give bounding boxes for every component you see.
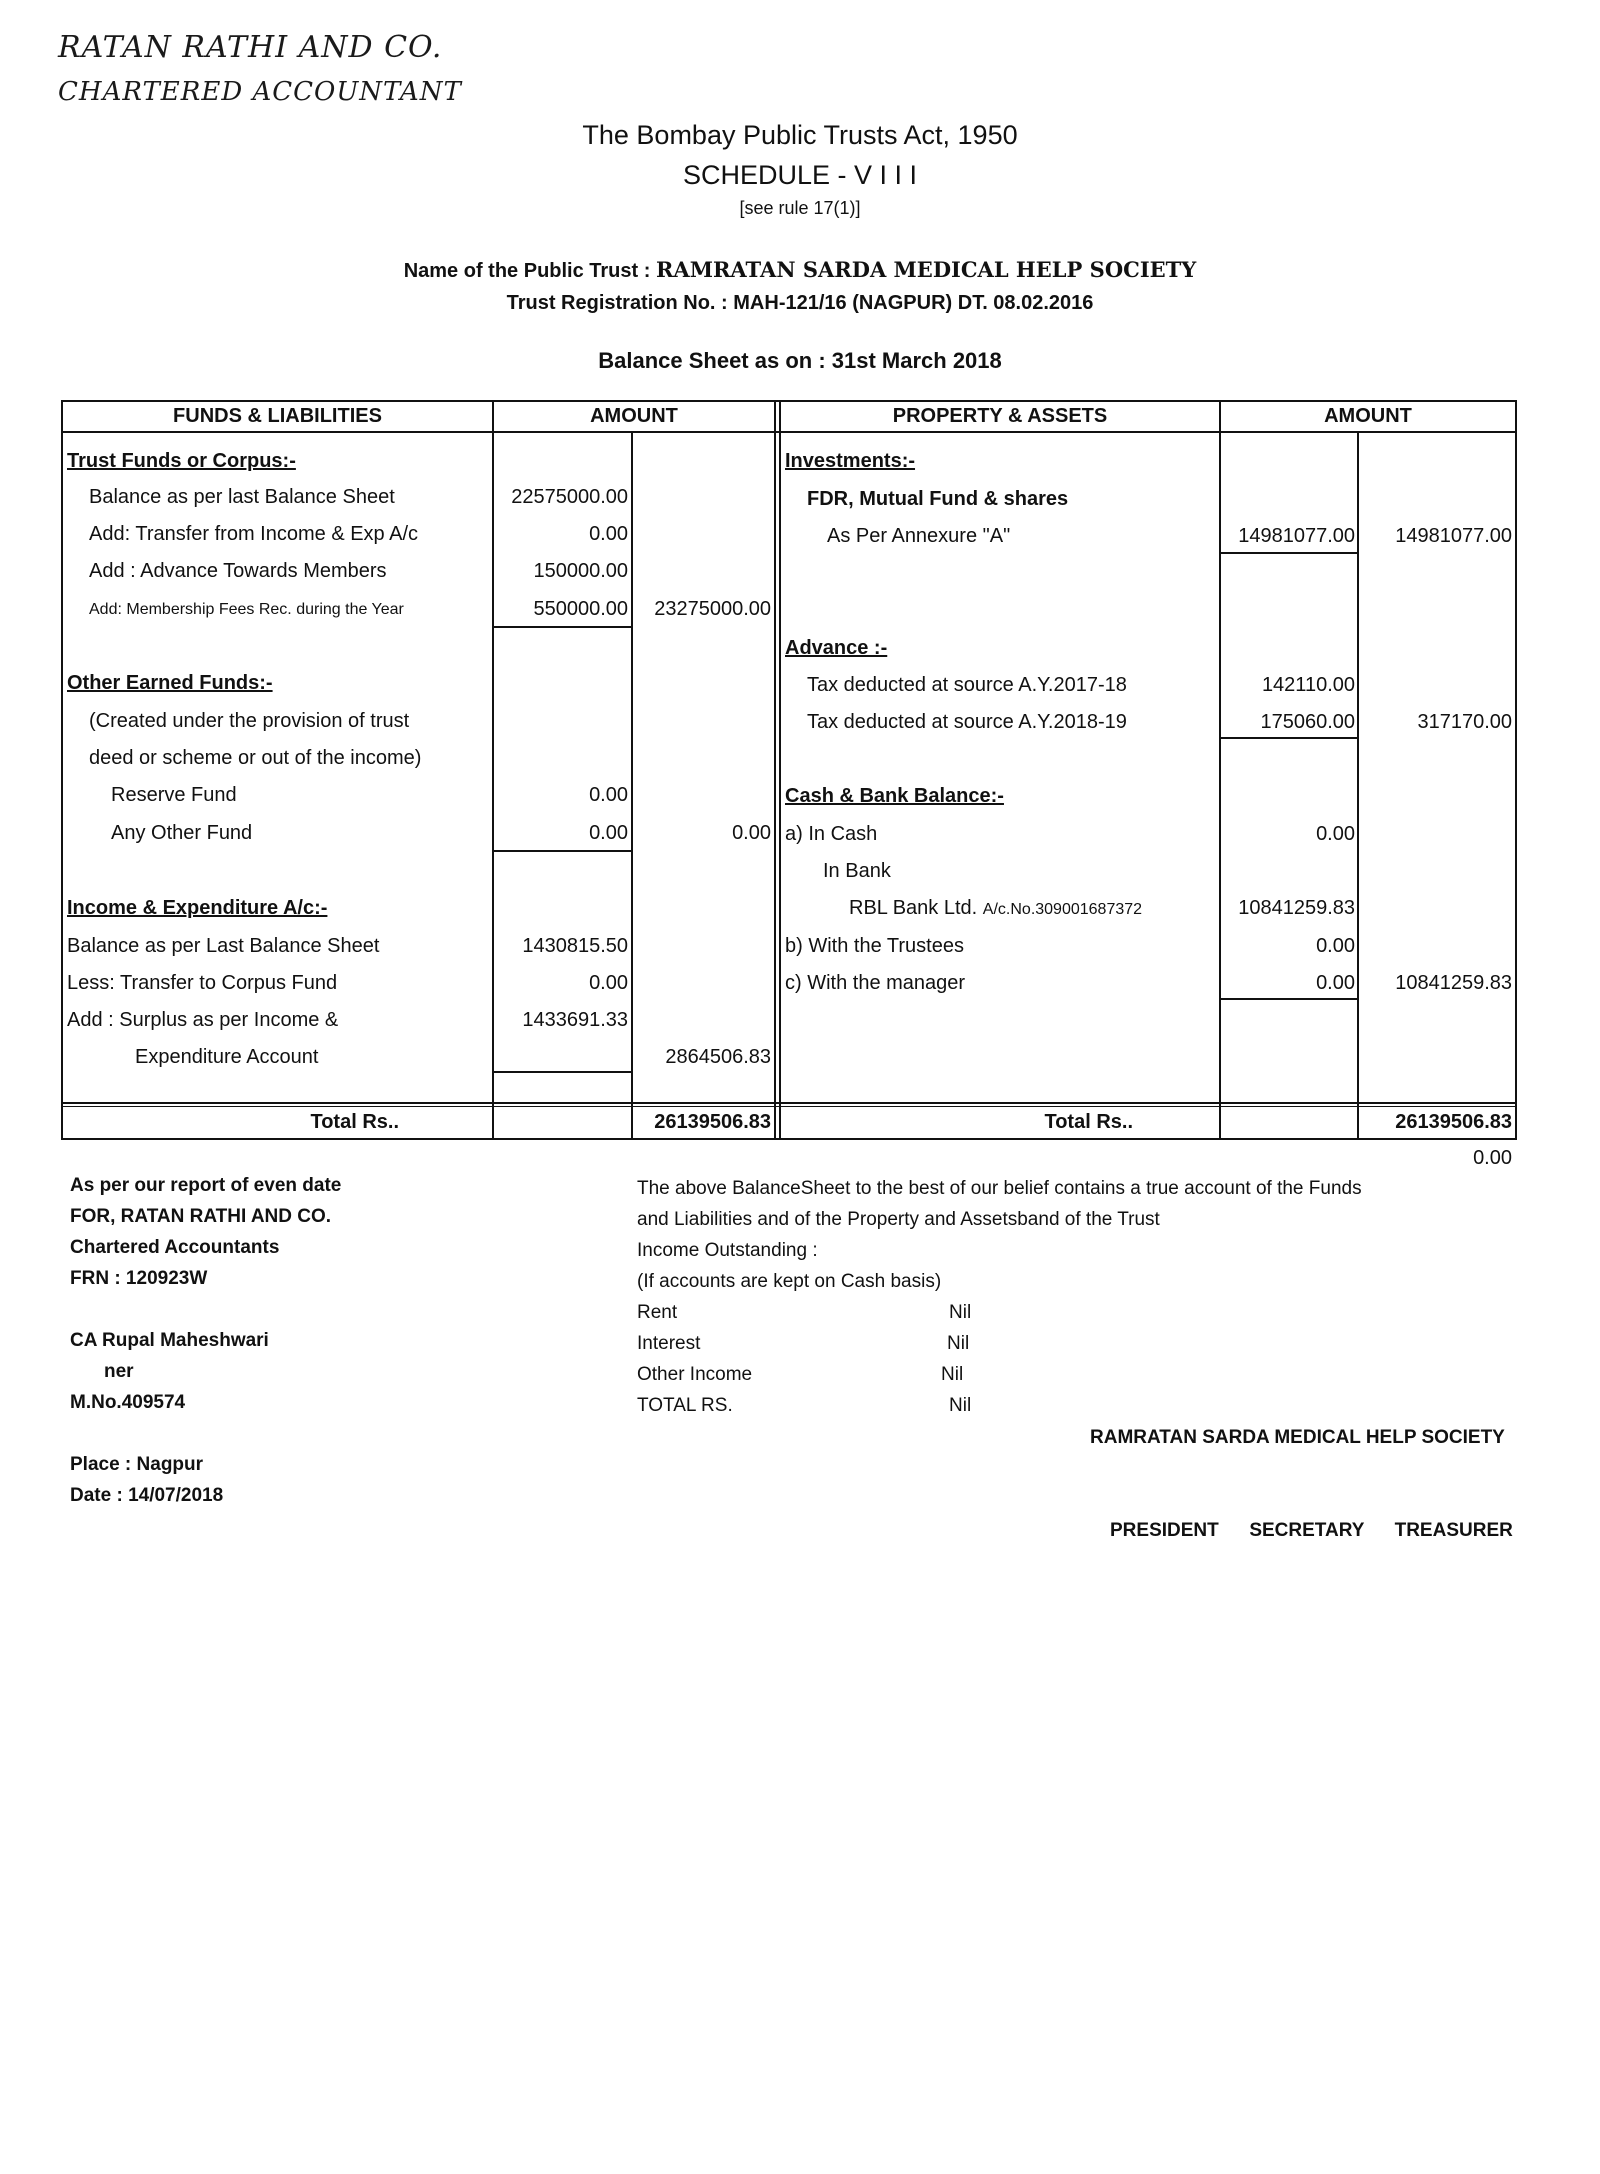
advance-members-amount: 150000.00 (533, 560, 628, 582)
auditor-line-4: FRN : 120923W (70, 1268, 208, 1289)
outstanding-label: Other Income (637, 1364, 753, 1385)
ie-surplus-label: Add : Surplus as per Income & (67, 1009, 339, 1031)
ie-balance-last-amount: 1430815.50 (522, 935, 628, 957)
declaration-line-2: and Liabilities and of the Property and Assetsband of the Trust (637, 1209, 1160, 1230)
outstanding-row (637, 1359, 1362, 1390)
transfer-ie-amount: 0.00 (589, 523, 628, 545)
grid-line (61, 400, 63, 1140)
ie-surplus-label-2: Expenditure Account (135, 1046, 319, 1068)
registration-number: MAH-121/16 (NAGPUR) DT. 08.02.2016 (733, 292, 1094, 314)
balance-last-amount: 22575000.00 (511, 486, 628, 508)
trust-name: RAMRATAN SARDA MEDICAL HELP SOCIETY (655, 257, 1197, 282)
header-funds-liabilities: FUNDS & LIABILITIES (173, 405, 382, 427)
outstanding-label: Interest (637, 1333, 701, 1354)
outstanding-row (637, 1390, 1362, 1421)
left-total-amount: 26139506.83 (654, 1111, 771, 1133)
grid-line (1515, 400, 1517, 1140)
subtotal-line (492, 626, 633, 628)
trust-funds-total: 23275000.00 (654, 598, 771, 620)
subtotal-line (1219, 998, 1359, 1000)
other-funds-desc-2: deed or scheme or out of the income) (89, 747, 422, 769)
subtotal-line (1219, 737, 1359, 739)
investments-heading: Investments:- (785, 450, 916, 472)
outstanding-row (637, 1328, 1362, 1359)
ie-less-transfer-amount: 0.00 (589, 972, 628, 994)
declaration-line-4: (If accounts are kept on Cash basis) (637, 1271, 942, 1292)
rbl-bank-amount: 10841259.83 (1238, 897, 1355, 919)
membership-fees-label: Add: Membership Fees Rec. during the Year (89, 601, 404, 618)
any-other-fund-amount: 0.00 (589, 822, 628, 844)
advance-members-label: Add : Advance Towards Members (89, 560, 387, 582)
ie-balance-last-label: Balance as per Last Balance Sheet (67, 935, 380, 957)
right-total-amount: 26139506.83 (1395, 1111, 1512, 1133)
trust-name-label: Name of the Public Trust : (403, 260, 651, 282)
grid-line (631, 433, 633, 1140)
auditor-block (70, 1170, 341, 1511)
declaration-line-3: Income Outstanding : (637, 1240, 818, 1261)
header-amount-right: AMOUNT (1324, 405, 1412, 427)
auditor-line-3: Chartered Accountants (70, 1237, 280, 1258)
secretary-label: SECRETARY (1249, 1520, 1365, 1541)
rbl-bank-label (849, 895, 1142, 923)
grid-line (774, 400, 776, 1140)
grid-line (61, 431, 1517, 433)
grid-line (61, 1102, 1517, 1104)
trust-funds-heading: Trust Funds or Corpus:- (67, 450, 296, 472)
society-signatory: RAMRATAN SARDA MEDICAL HELP SOCIETY (1090, 1427, 1505, 1448)
other-funds-total: 0.00 (732, 822, 771, 844)
balance-sheet-table (61, 400, 1517, 1169)
tds-1819-label: Tax deducted at source A.Y.2018-19 (807, 711, 1127, 733)
in-cash-amount: 0.00 (1316, 823, 1355, 845)
ie-total: 2864506.83 (665, 1046, 771, 1068)
auditor-place: Place : Nagpur (70, 1454, 204, 1475)
act-title: The Bombay Public Trusts Act, 1950 (582, 120, 1018, 150)
registration-label: Trust Registration No. : (506, 292, 728, 314)
grid-line (61, 400, 1517, 402)
header-amount-left: AMOUNT (590, 405, 678, 427)
cash-bank-total: 10841259.83 (1395, 972, 1512, 994)
right-total-label: Total Rs.. (1044, 1111, 1133, 1133)
president-label: PRESIDENT (1110, 1520, 1219, 1541)
outstanding-label: Rent (637, 1302, 678, 1323)
balance-sheet-title: Balance Sheet as on : 31st March 2018 (598, 348, 1002, 373)
annexure-amount: 14981077.00 (1238, 525, 1355, 547)
ie-surplus-amount: 1433691.33 (522, 1009, 628, 1031)
cash-bank-heading: Cash & Bank Balance:- (785, 785, 1004, 807)
grid-line (1219, 400, 1221, 1140)
grid-line (61, 1106, 1517, 1107)
outstanding-row (637, 1297, 1362, 1328)
membership-fees-amount: 550000.00 (533, 598, 628, 620)
auditor-name: CA Rupal Maheshwari (70, 1330, 269, 1351)
outstanding-value: Nil (949, 1302, 972, 1323)
auditor-line-1: As per our report of even date (70, 1175, 342, 1196)
tds-1718-amount: 142110.00 (1261, 674, 1355, 696)
rbl-account-number: A/c.No.309001687372 (982, 901, 1143, 918)
treasurer-label: TREASURER (1394, 1520, 1513, 1541)
with-trustees-amount: 0.00 (1316, 935, 1355, 957)
trust-name-line (0, 254, 1600, 287)
rbl-bank-name: RBL Bank Ltd. (849, 897, 978, 919)
fdr-label: FDR, Mutual Fund & shares (807, 488, 1069, 510)
header-property-assets: PROPERTY & ASSETS (892, 405, 1108, 427)
advance-heading: Advance :- (785, 637, 888, 659)
letterhead (58, 30, 462, 107)
outstanding-label: TOTAL RS. (637, 1395, 733, 1416)
subtotal-line (1219, 552, 1359, 554)
schedule-title: SCHEDULE - V I I I (682, 160, 918, 190)
reserve-fund-amount: 0.00 (589, 784, 628, 806)
with-manager-label: c) With the manager (785, 972, 966, 994)
subtotal-line (492, 1071, 633, 1073)
reserve-fund-label: Reserve Fund (111, 784, 237, 806)
firm-name: RATAN RATHI AND CO. (58, 30, 443, 65)
annexure-label: As Per Annexure "A" (827, 525, 1011, 547)
with-manager-amount: 0.00 (1316, 972, 1355, 994)
outstanding-value: Nil (947, 1333, 970, 1354)
tds-1819-amount: 175060.00 (1260, 711, 1355, 733)
grid-line (61, 1138, 1517, 1140)
ie-heading: Income & Expenditure A/c:- (67, 897, 328, 919)
auditor-role: ner (104, 1361, 134, 1382)
signatory-titles (1110, 1515, 1513, 1546)
balance-last-label: Balance as per last Balance Sheet (89, 486, 395, 508)
ie-less-transfer-label: Less: Transfer to Corpus Fund (67, 972, 338, 994)
registration-line (0, 287, 1600, 319)
grid-line (779, 400, 781, 1140)
advance-total: 317170.00 (1417, 711, 1512, 733)
auditor-membership-number: M.No.409574 (70, 1392, 186, 1413)
declaration-block (637, 1173, 1362, 1421)
difference-amount: 0.00 (1473, 1147, 1512, 1169)
rule-reference: [see rule 17(1)] (739, 198, 861, 218)
other-funds-desc-1: (Created under the provision of trust (89, 710, 410, 732)
other-funds-heading: Other Earned Funds:- (67, 672, 273, 694)
trust-details (0, 254, 1600, 319)
transfer-ie-label: Add: Transfer from Income & Exp A/c (89, 523, 419, 545)
firm-subtitle: CHARTERED ACCOUNTANT (58, 77, 462, 107)
tds-1718-label: Tax deducted at source A.Y.2017-18 (807, 674, 1127, 696)
auditor-date: Date : 14/07/2018 (70, 1485, 224, 1506)
declaration-line-1: The above BalanceSheet to the best of our belief contains a true account of the Funds (637, 1178, 1362, 1199)
outstanding-value: Nil (949, 1395, 972, 1416)
any-other-fund-label: Any Other Fund (111, 822, 253, 844)
outstanding-value: Nil (941, 1364, 964, 1385)
in-bank-label: In Bank (823, 860, 891, 882)
in-cash-label: a) In Cash (785, 823, 878, 845)
investments-total: 14981077.00 (1395, 525, 1512, 547)
with-trustees-label: b) With the Trustees (785, 935, 964, 957)
subtotal-line (492, 850, 633, 852)
left-total-label: Total Rs.. (310, 1111, 399, 1133)
auditor-line-2: FOR, RATAN RATHI AND CO. (70, 1206, 332, 1227)
